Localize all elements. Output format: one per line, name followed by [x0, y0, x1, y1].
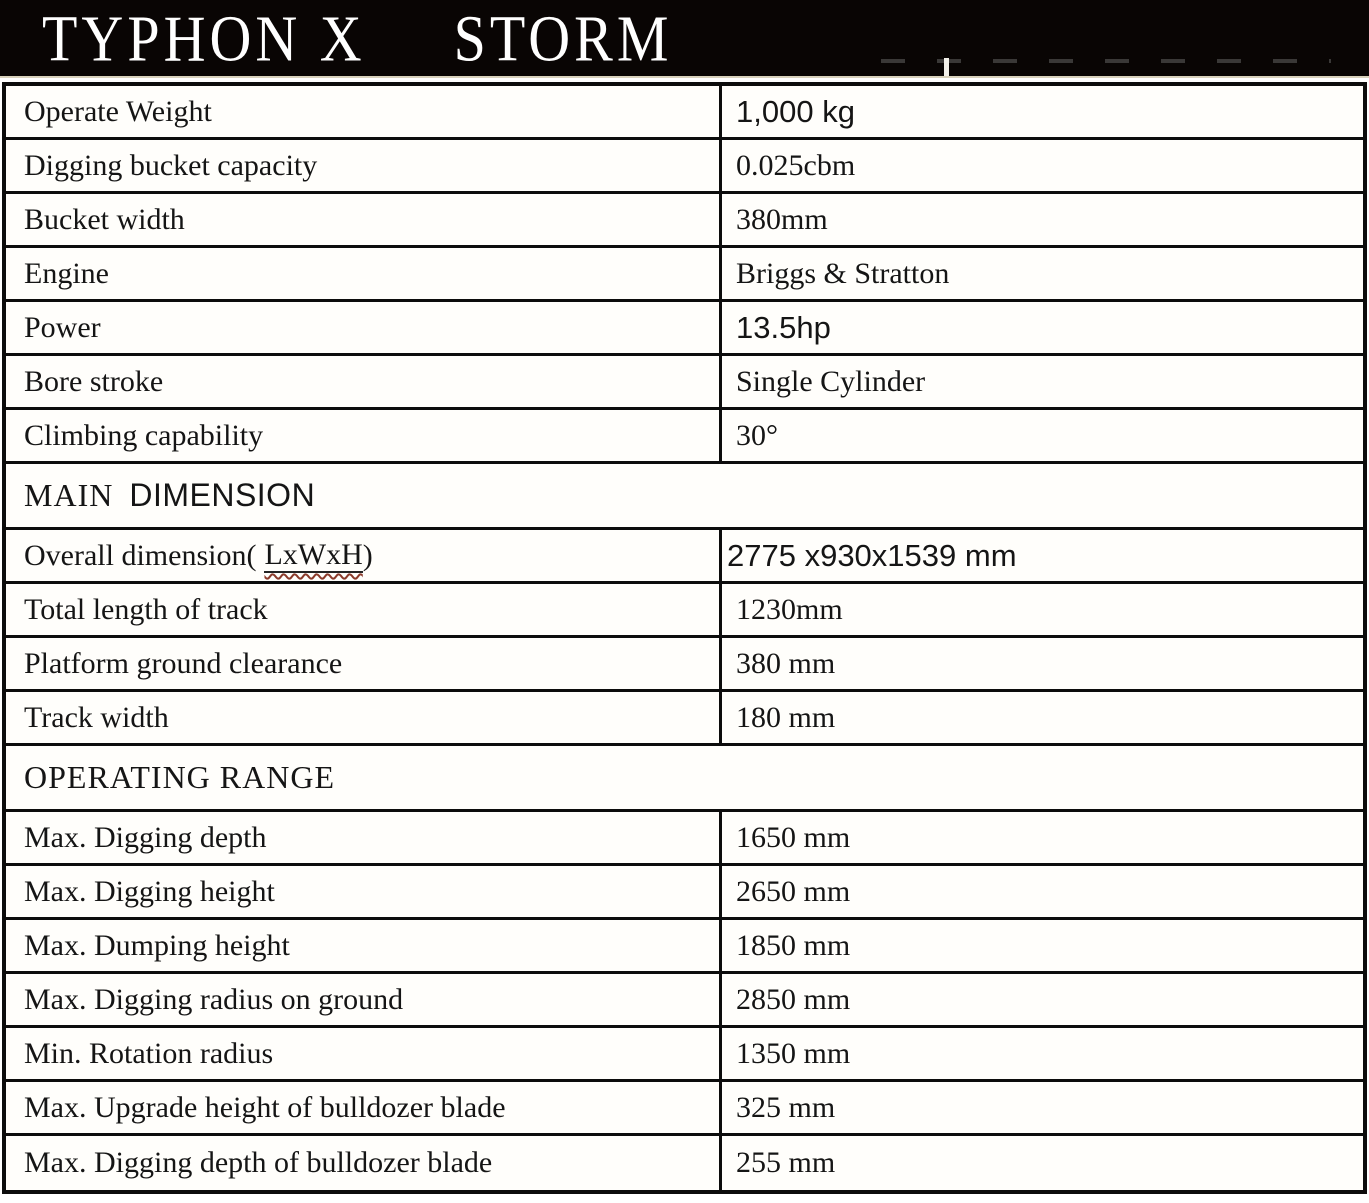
- spec-value: Briggs & Stratton: [736, 256, 950, 290]
- spec-value: 30°: [736, 418, 778, 452]
- spec-label: Max. Digging depth: [6, 812, 722, 863]
- spec-value: 2850 mm: [736, 982, 851, 1016]
- table-row-track-length: [6, 584, 1363, 638]
- spec-label: Operate Weight: [6, 86, 722, 137]
- spec-value: 2650 mm: [736, 874, 851, 908]
- spec-value: 255 mm: [736, 1146, 836, 1179]
- table-row-engine: [6, 248, 1363, 302]
- spec-label: Max. Dumping height: [6, 920, 722, 971]
- section-title-part: MAIN: [24, 477, 114, 513]
- spec-value: 2775 x930x1539 mm: [727, 537, 1017, 573]
- spec-value: 325 mm: [736, 1090, 836, 1124]
- table-row-bucket-capacity: [6, 140, 1363, 194]
- spec-value: 1350 mm: [736, 1036, 851, 1070]
- spec-label: Track width: [6, 692, 722, 743]
- spec-label: Max. Digging radius on ground: [6, 974, 722, 1025]
- spec-value: 0.025cbm: [736, 148, 856, 182]
- product-name: TYPHON X: [42, 0, 366, 76]
- spec-label: Digging bucket capacity: [6, 140, 722, 191]
- spec-value: 380 mm: [736, 646, 836, 680]
- table-row-overall-dimension: [6, 530, 1363, 584]
- spec-value: 180 mm: [736, 700, 836, 734]
- scan-artifact-tick: [944, 58, 949, 76]
- table-row-bucket-width: [6, 194, 1363, 248]
- spec-value: 1230mm: [736, 592, 843, 626]
- table-row-blade-upgrade-height: [6, 1082, 1363, 1136]
- spec-label: Climbing capability: [6, 410, 722, 461]
- table-row-track-width: [6, 692, 1363, 746]
- spec-value: 1,000 kg: [736, 93, 855, 129]
- spec-label: Total length of track: [6, 584, 722, 635]
- spec-label: Power: [6, 302, 722, 353]
- section-header-main-dimension: [6, 464, 1363, 530]
- table-row-operate-weight: [6, 86, 1363, 140]
- table-row-power: [6, 302, 1363, 356]
- table-row-min-rotation-radius: [6, 1028, 1363, 1082]
- spec-label: Platform ground clearance: [6, 638, 722, 689]
- spec-table: [2, 82, 1367, 1194]
- spec-value: 1650 mm: [736, 820, 851, 854]
- table-row-bore-stroke: [6, 356, 1363, 410]
- table-row-max-digging-depth: [6, 812, 1363, 866]
- product-model: STORM: [453, 0, 673, 76]
- title-banner: [0, 0, 1369, 78]
- overall-dimension-suffix: ): [362, 538, 373, 572]
- spec-label: Bore stroke: [6, 356, 722, 407]
- table-row-max-digging-radius: [6, 974, 1363, 1028]
- spec-value: Single Cylinder: [736, 364, 926, 398]
- spec-value: 1850 mm: [736, 928, 851, 962]
- table-row-climbing-capability: [6, 410, 1363, 464]
- spellcheck-squiggle-text: LxWxH: [264, 538, 363, 571]
- overall-dimension-prefix: Overall dimension(: [24, 538, 257, 572]
- table-row-max-dumping-height: [6, 920, 1363, 974]
- lxwxh-underlined-text: [264, 538, 362, 573]
- spec-value: 380mm: [736, 202, 828, 236]
- table-row-ground-clearance: [6, 638, 1363, 692]
- spec-label: Min. Rotation radius: [6, 1028, 722, 1079]
- section-title-part: DIMENSION: [129, 477, 316, 513]
- spec-label: Bucket width: [6, 194, 722, 245]
- table-row-blade-digging-depth: [6, 1136, 1363, 1190]
- section-title: OPERATING RANGE: [24, 759, 335, 795]
- spec-label: [6, 530, 722, 581]
- spec-label: Engine: [6, 248, 722, 299]
- table-row-max-digging-height: [6, 866, 1363, 920]
- spec-label: Max. Digging depth of bulldozer blade: [6, 1136, 722, 1190]
- spec-value: 13.5hp: [736, 309, 831, 345]
- section-header-operating-range: [6, 746, 1363, 812]
- spec-label: Max. Digging height: [6, 866, 722, 917]
- spec-label: Max. Upgrade height of bulldozer blade: [6, 1082, 722, 1133]
